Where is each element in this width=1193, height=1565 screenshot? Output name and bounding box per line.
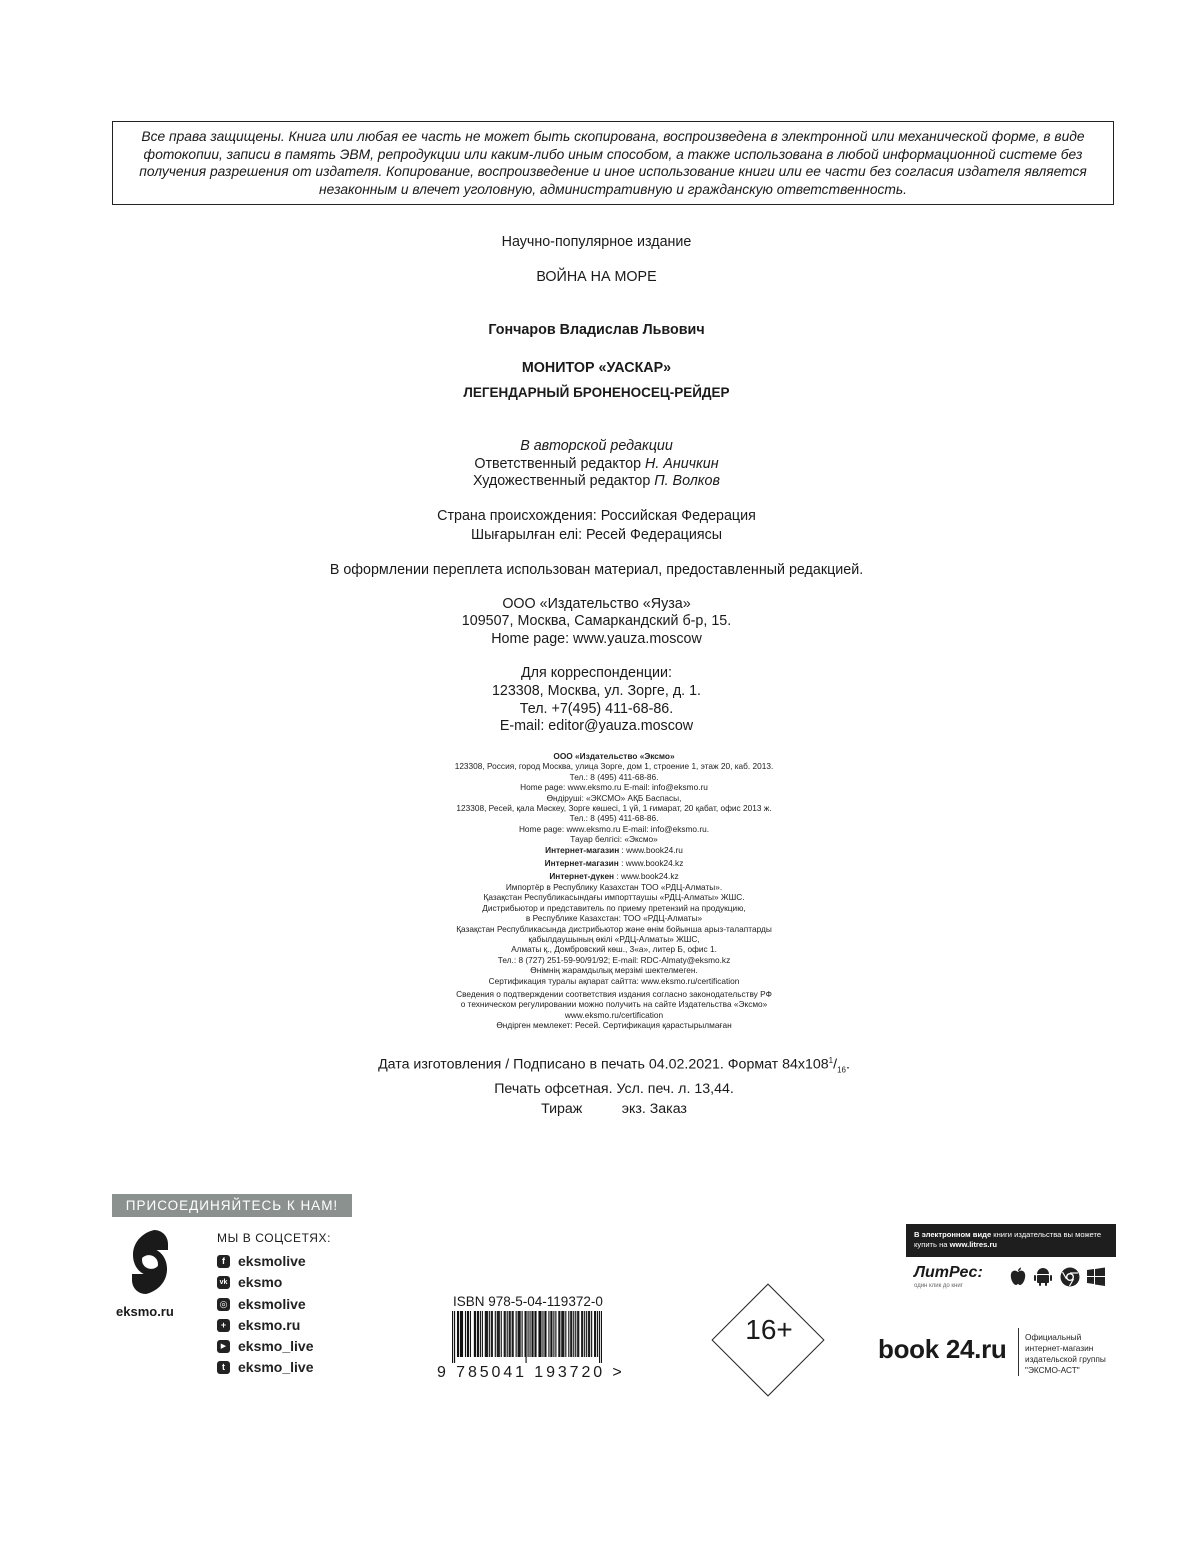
barcode-bar (510, 1311, 511, 1357)
barcode-bar (595, 1311, 596, 1357)
barcode-bar (571, 1311, 572, 1357)
eksmo-logo-icon (124, 1226, 176, 1298)
barcode-bar (507, 1311, 508, 1357)
barcode-bar (535, 1311, 536, 1357)
editorial-note: В авторской редакции (520, 438, 673, 454)
book24-description (1025, 1332, 1106, 1376)
cover-note: В оформлении переплета использован материал, предоставленный редакцией. (329, 562, 864, 578)
instagram-icon: ◎ (217, 1298, 230, 1311)
barcode-bar (518, 1311, 519, 1357)
barcode-bar (477, 1311, 478, 1357)
barcode-image (452, 1311, 602, 1363)
vk-icon: vk (217, 1276, 230, 1289)
imprint-line: Home page: www.eksmo.ru E-mail: info@eksmo.ru (520, 782, 708, 793)
social-label: eksmo_live (238, 1338, 314, 1354)
imprint-line: Тауар белгісі: «Эксмо» (570, 834, 658, 845)
imprint-line: Өнімнің жарамдылық мерзімі шектелмеген. (530, 965, 698, 976)
litres-banner (906, 1224, 1116, 1257)
shop-line (0, 858, 1193, 868)
litres-banner-text: купить на (914, 1240, 950, 1249)
youtube-icon: ▶ (217, 1340, 230, 1353)
barcode-bar (565, 1311, 566, 1357)
barcode-bar (551, 1311, 552, 1357)
social-facebook[interactable] (217, 1252, 306, 1270)
barcode-bar (534, 1311, 535, 1357)
barcode-bar (601, 1311, 602, 1363)
barcode-bar (558, 1311, 559, 1357)
barcode-bar (589, 1311, 590, 1357)
barcode-bar (520, 1311, 521, 1357)
imprint-line: Импортёр в Республику Казахстан ТОО «РДЦ-Алматы». (505, 881, 723, 892)
imprint-block (0, 751, 1193, 1031)
litres-banner-text: книги издательства вы можете (991, 1230, 1102, 1239)
book24-divider (1018, 1328, 1019, 1376)
barcode-bar (522, 1311, 523, 1357)
shop-url: : www.book24.kz (614, 871, 679, 882)
social-twitter[interactable] (217, 1358, 314, 1376)
barcode-bar (538, 1311, 539, 1357)
barcode-bar (562, 1311, 563, 1357)
eksmo-site[interactable]: eksmo.ru (116, 1304, 174, 1319)
role-label: Художественный редактор (473, 473, 655, 489)
barcode-bar (461, 1311, 462, 1357)
book24-desc-line: интернет-магазин (1025, 1343, 1094, 1353)
barcode-bar (468, 1311, 469, 1357)
book-subtitle: ЛЕГЕНДАРНЫЙ БРОНЕНОСЕЦ-РЕЙДЕР (463, 385, 730, 400)
format-denominator: 16 (837, 1065, 846, 1075)
imprint-line: Өндірген мемлекет: Ресей. Сертификация қарастырылмаған (496, 1020, 732, 1031)
imprint-line: Қазақстан Республикасында дистрибьютор және өнім бойынша арыз-талаптарды (456, 923, 772, 934)
barcode-bar (519, 1311, 520, 1357)
barcode-bar (570, 1311, 571, 1357)
publisher-line: Home page: www.yauza.moscow (491, 631, 702, 647)
origin-line: Страна происхождения: Российская Федерация (437, 508, 756, 524)
circulation-info: Тираж экз. Заказ (541, 1100, 687, 1117)
join-banner: ПРИСОЕДИНЯЙТЕСЬ К НАМ! (112, 1194, 352, 1217)
imprint-line: Тел.: 8 (495) 411-68-86. (569, 813, 659, 824)
edition-type: Научно-популярное издание (501, 234, 692, 250)
barcode-bar (495, 1311, 496, 1357)
barcode-bar (499, 1311, 500, 1357)
barcode-bar (575, 1311, 576, 1357)
origin-line: Шығарылған елі: Ресей Федерациясы (470, 527, 723, 543)
imprint-line: 123308, Ресей, қала Мәскеу, Зорге көшесі, 1 үй, 1 ғимарат, 20 қабат, офис 2013 ж. (456, 803, 772, 814)
correspondence-line: E-mail: editor@yauza.moscow (499, 718, 694, 734)
responsible-editor (0, 456, 1193, 472)
barcode-bar (491, 1311, 492, 1357)
twitter-icon: t (217, 1361, 230, 1374)
imprint-line: www.eksmo.ru/certification (564, 1009, 664, 1020)
social-label: eksmolive (238, 1253, 306, 1269)
barcode-bar (532, 1311, 533, 1357)
barcode-bar (516, 1311, 517, 1357)
imprint-line: Қазақстан Республикасындағы импорттаушы «РДЦ-Алматы» ЖШС. (483, 892, 745, 903)
social-label: eksmolive (238, 1296, 306, 1312)
barcode-bar (478, 1311, 479, 1357)
barcode-bar (561, 1311, 562, 1357)
barcode-bar (559, 1311, 560, 1357)
barcode-bar (504, 1311, 505, 1357)
production-text: Дата изготовления / Подписано в печать 04.02.2021. Формат 84х108 (378, 1056, 829, 1073)
barcode-bar (526, 1311, 527, 1363)
barcode-bar (586, 1311, 587, 1357)
apple-icon[interactable] (1008, 1267, 1028, 1287)
barcode-bar (544, 1311, 545, 1357)
barcode-bar (568, 1311, 569, 1357)
barcode-bar (577, 1311, 578, 1357)
barcode-bar (529, 1311, 530, 1357)
barcode-bar (599, 1311, 600, 1363)
litres-logo[interactable]: ЛитРес: (914, 1264, 983, 1281)
imprint-line: Дистрибьютор и представитель по приему претензий на продукцию, (482, 902, 746, 913)
barcode-bar (465, 1311, 466, 1357)
role-label: Ответственный редактор (474, 456, 646, 472)
barcode-bar (480, 1311, 481, 1357)
shop-line (0, 845, 1193, 855)
barcode-bar (581, 1311, 582, 1357)
shop-label: Интернет-магазин (544, 858, 619, 869)
facebook-icon: f (217, 1255, 230, 1268)
imprint-line: Өндіруші: «ЭКСМО» АҚБ Баспасы, (546, 792, 682, 803)
author-name: Гончаров Владислав Львович (488, 322, 705, 338)
social-instagram[interactable] (217, 1295, 306, 1313)
barcode-bar (462, 1311, 463, 1357)
imprint-line: Тел.: 8 (727) 251-59-90/91/92; E-mail: RDC-Almaty@eksmo.kz (497, 954, 731, 965)
chrome-icon[interactable] (1060, 1267, 1080, 1287)
series-title: ВОЙНА НА МОРЕ (536, 269, 657, 285)
social-label: eksmo (238, 1274, 283, 1290)
barcode-bar (460, 1311, 461, 1357)
social-youtube[interactable] (217, 1337, 314, 1355)
barcode-bar (528, 1311, 529, 1357)
barcode-bar (539, 1311, 540, 1357)
barcode-bar (485, 1311, 486, 1357)
eksmo-icon: + (217, 1319, 230, 1332)
barcode-bar (591, 1311, 592, 1357)
book24-logo[interactable]: book 24.ru (878, 1334, 1007, 1364)
shop-label: Интернет-магазин (545, 844, 620, 855)
barcode-bar (498, 1311, 499, 1357)
barcode-bar (594, 1311, 595, 1357)
barcode-bar (545, 1311, 546, 1357)
correspondence-line: Тел. +7(495) 411-68-86. (519, 701, 674, 717)
imprint-line: Тел.: 8 (495) 411-68-86. (569, 771, 659, 782)
barcode-bar (457, 1311, 458, 1357)
book24-desc-line: издательской группы (1025, 1354, 1106, 1364)
barcode-bar (555, 1311, 556, 1357)
barcode-bar (512, 1311, 513, 1357)
imprint-line: о техническом регулировании можно получить на сайте Издательства «Эксмо» (460, 999, 768, 1010)
barcode-bar (542, 1311, 543, 1357)
barcode-bar (486, 1311, 487, 1357)
barcode-bar (509, 1311, 510, 1357)
isbn-label: ISBN 978-5-04-119372-0 (453, 1294, 603, 1309)
editor-name: П. Волков (654, 473, 720, 489)
barcode-bar (582, 1311, 583, 1357)
correspondence-line: 123308, Москва, ул. Зорге, д. 1. (491, 683, 702, 699)
barcode-bar (452, 1311, 453, 1363)
book24-desc-line: Официальный (1025, 1332, 1082, 1342)
barcode-bar (525, 1311, 526, 1357)
android-icon[interactable] (1033, 1267, 1053, 1287)
barcode-bar (482, 1311, 483, 1357)
shop-line (0, 871, 1193, 881)
barcode-bar (597, 1311, 598, 1357)
art-editor (0, 473, 1193, 489)
litres-banner-line (914, 1230, 1116, 1240)
format-numerator: 1 (828, 1056, 834, 1065)
publisher-line: ООО «Издательство «Яуза» (502, 596, 691, 612)
barcode-bar (501, 1311, 502, 1357)
barcode-digits: 9 785041 193720 > (437, 1364, 625, 1381)
social-label: eksmo.ru (238, 1317, 301, 1333)
correspondence-line: Для корреспонденции: (520, 665, 673, 681)
imprint-line: в Республике Казахстан: ТОО «РДЦ-Алматы» (525, 913, 703, 924)
rights-notice: Все права защищены. Книга или любая ее часть не может быть скопирована, воспроизведена в электронной или механической форме, в виде фотокопии, записи в память ЭВМ, репродукции или каким-либо иным способом, а также использована в любой информационной системе без получения разрешения от издателя. Копирование, воспроизведение и иное использование книги или ее части без согласия издателя является незаконным и влечет уголовную, административную и гражданскую ответственность. (112, 121, 1114, 205)
barcode-bar (531, 1311, 532, 1357)
imprint-line: Сертификация туралы ақпарат сайтта: www.eksmo.ru/certification (488, 975, 740, 986)
barcode-bar (470, 1311, 471, 1357)
litres-banner-line (914, 1240, 1116, 1250)
imprint-line: Алматы қ., Домбровский көш., 3«а», литер Б, офис 1. (511, 944, 717, 955)
barcode-bar (588, 1311, 589, 1357)
imprint-line: қабылдаушының өкілі «РДЦ-Алматы» ЖШС, (528, 933, 700, 944)
barcode-bar (553, 1311, 554, 1357)
imprint-line: Home page: www.eksmo.ru E-mail: info@eksmo.ru. (518, 823, 710, 834)
barcode-bar (550, 1311, 551, 1357)
barcode-bar (513, 1311, 514, 1357)
barcode-bar (548, 1311, 549, 1357)
production-block (0, 1051, 1193, 1119)
shop-url: : www.book24.kz (618, 858, 684, 869)
barcode-bar (578, 1311, 579, 1357)
barcode-bar (474, 1311, 475, 1357)
imprint-header: ООО «Издательство «Эксмо» (553, 751, 675, 761)
windows-icon[interactable] (1086, 1267, 1106, 1287)
barcode-bar (497, 1311, 498, 1357)
imprint-line: Сведения о подтверждении соответствия издания согласно законодательству РФ (456, 988, 772, 999)
age-rating: 16+ (745, 1314, 793, 1345)
production-date: Дата изготовления / Подписано в печать 04.02.2021. Формат $84х108^1/_{16}$. (378, 1056, 850, 1075)
social-eksmo[interactable] (217, 1316, 300, 1334)
imprint-line: 123308, Россия, город Москва, улица Зорге, дом 1, строение 1, этаж 20, каб. 2013. (454, 761, 774, 772)
barcode-bar (584, 1311, 585, 1357)
litres-banner-bold: В электронном виде (914, 1230, 992, 1239)
barcode-bar (492, 1311, 493, 1357)
litres-tagline: один клик до книг (914, 1283, 963, 1289)
litres-banner-bold: www.litres.ru (949, 1240, 998, 1249)
social-vk[interactable] (217, 1273, 282, 1291)
barcode-bar (573, 1311, 574, 1357)
book24-desc-line: "ЭКСМО-АСТ" (1025, 1365, 1080, 1375)
shop-label: Интернет-дүкен (549, 871, 615, 882)
barcode-bar (467, 1311, 468, 1357)
publisher-line: 109507, Москва, Самаркандский б-р, 15. (461, 613, 732, 629)
barcode-bar (563, 1311, 564, 1357)
barcode-bar (454, 1311, 455, 1363)
barcode-bar (540, 1311, 541, 1357)
editor-name: Н. Аничкин (645, 456, 719, 472)
barcode-bar (505, 1311, 506, 1357)
social-label: eksmo_live (238, 1359, 314, 1375)
social-heading: МЫ В СОЦСЕТЯХ: (217, 1231, 332, 1245)
book-title: МОНИТОР «УАСКАР» (521, 360, 672, 376)
barcode-bar (489, 1311, 490, 1357)
shop-url: : www.book24.ru (619, 844, 683, 855)
print-info: Печать офсетная. Усл. печ. л. 13,44. (494, 1081, 734, 1098)
barcode-bar (487, 1311, 488, 1357)
barcode-bar (458, 1311, 459, 1357)
barcode-bar (475, 1311, 476, 1357)
